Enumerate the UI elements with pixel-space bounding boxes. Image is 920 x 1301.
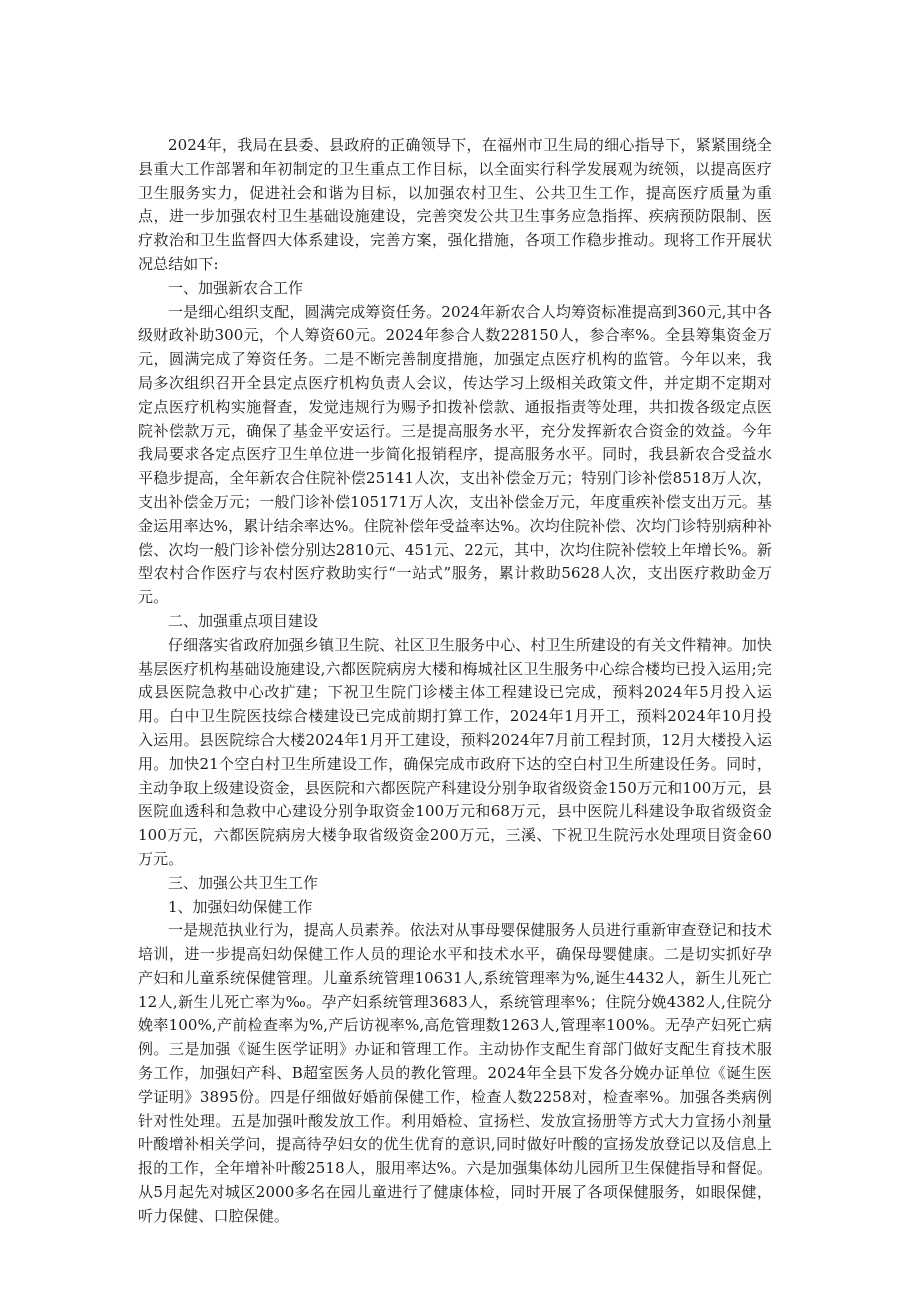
section-2-heading: 二、加强重点项目建设 [168, 611, 319, 630]
section-2-paragraph: 仔细落实省政府加强乡镇卫生院、社区卫生服务中心、村卫生所建设的有关文件精神。加快基层医疗机构基础设施建设,六都医院病房大楼和梅城社区卫生服务中心综合楼均已投入运用;完成县医院急救中心改扩建；下祝卫生院门诊楼主体工程建设已完成，预料2024年5月投入运用。白中卫生院医技综合楼建设已完成前期打算工作，2024年1月开工，预料2024年10月投入运用。县医院综合大楼2024年1月开工建设，预料2024年7月前工程封顶，12月大楼投入运用。加快21个空白村卫生所建设工作，确保完成市政府下达的空白村卫生所建设任务。同时，主动争取上级建设资金，县医院和六都医院产科建设分别争取省级资金150万元和100万元，县医院血透科和急救中心建设分别争取资金100万元和68万元，县中医院儿科建设争取省级资金100万元，六都医院病房大楼争取省级资金200万元，三溪、下祝卫生院污水处理项目资金60万元。 [138, 635, 773, 868]
section-1-paragraph: 一是细心组织支配，圆满完成筹资任务。2024年新农合人均筹资标准提高到360元,其中各级财政补助300元，个人筹资60元。2024年参合人数228150人，参合率%。全县筹集资金万元，圆满完成了筹资任务。二是不断完善制度措施，加强定点医疗机构的监管。今年以来，我局多次组织召开全县定点医疗机构负责人会议，传达学习上级相关政策文件，并定期不定期对定点医疗机构实施督查，发觉违规行为赐予扣拨补偿款、通报指责等处理，共扣拨各级定点医院补偿款万元，确保了基金平安运行。三是提高服务水平，充分发挥新农合资金的效益。今年我局要求各定点医疗卫生单位进一步简化报销程序，提高服务水平。同时，我县新农合受益水平稳步提高，全年新农合住院补偿25141人次，支出补偿金万元；特别门诊补偿8518万人次，支出补偿金万元；一般门诊补偿105171万人次，支出补偿金万元，年度重疾补偿支出万元。基金运用率达%，累计结余率达%。住院补偿年受益率达%。次均住院补偿、次均门诊特别病种补偿、次均一般门诊补偿分别达2810元、451元、22元，其中，次均住院补偿较上年增长%。新型农村合作医疗与农村医疗救助实行“一站式”服务，累计救助5628人次，支出医疗救助金万元。 [138, 302, 772, 607]
section-1-heading: 一、加强新农合工作 [168, 278, 304, 297]
section-3-subheading: 1、加强妇幼保健工作 [168, 897, 313, 916]
document-page [138, 134, 772, 1229]
section-3-heading: 三、加强公共卫生工作 [168, 873, 319, 892]
section-3-paragraph: 一是规范执业行为，提高人员素养。依法对从事母婴保健服务人员进行重新审查登记和技术培训，进一步提高妇幼保健工作人员的理论水平和技术水平，确保母婴健康。二是切实抓好孕产妇和儿童系统保健管理。儿童系统管理10631人,系统管理率为%,诞生4432人，新生儿死亡12人,新生儿死亡率为‰。孕产妇系统管理3683人，系统管理率%；住院分娩4382人,住院分娩率100%,产前检查率为%,产后访视率%,高危管理数1263人,管理率100%。无孕产妇死亡病例。三是加强《诞生医学证明》办证和管理工作。主动协作支配生育部门做好支配生育技术服务工作，加强妇产科、B超室医务人员的教化管理。2024年全县下发各分娩办证单位《诞生医学证明》3895份。四是仔细做好婚前保健工作，检查人数2258对，检查率%。加强各类病例针对性处理。五是加强叶酸发放工作。利用婚检、宣扬栏、发放宣扬册等方式大力宣扬小剂量叶酸增补相关学问，提高待孕妇女的优生优育的意识,同时做好叶酸的宣扬发放登记以及信息上报的工作，全年增补叶酸2518人，服用率达%。六是加强集体幼儿园所卫生保健指导和督促。从5月起先对城区2000多名在园儿童进行了健康体检，同时开展了各项保健服务，如眼保健，听力保健、口腔保健。 [138, 921, 773, 1225]
intro-paragraph: 2024年，我局在县委、县政府的正确领导下，在福州市卫生局的细心指导下，紧紧围绕全县重大工作部署和年初制定的卫生重点工作目标，以全面实行科学发展观为统领，以提高医疗卫生服务实力，促进社会和谐为目标，以加强农村卫生、公共卫生工作，提高医疗质量为重点，进一步加强农村卫生基础设施建设，完善突发公共卫生事务应急指挥、疾病预防限制、医疗救治和卫生监督四大体系建设，完善方案，强化措施，各项工作稳步推动。现将工作开展状况总结如下: [138, 136, 772, 273]
